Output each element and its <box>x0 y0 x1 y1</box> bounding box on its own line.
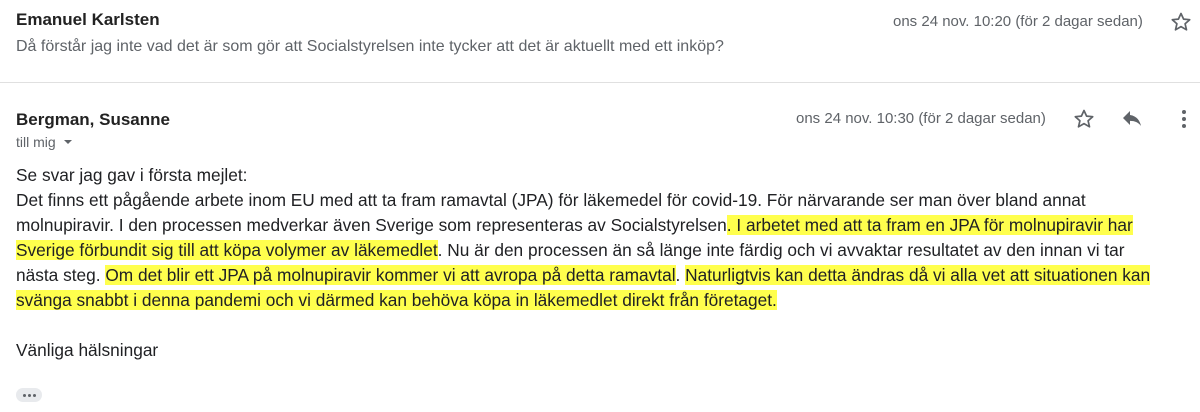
recipient-label: till mig <box>16 134 56 150</box>
body-line <box>16 263 1150 288</box>
highlighted-text: Sverige förbundit sig till att köpa volymer av läkemedlet <box>16 240 438 260</box>
ellipsis-icon <box>33 394 36 397</box>
body-line: Det finns ett pågående arbete inom EU med att ta fram ramavtal (JPA) för läkemedel för covid-19. För närvarande ser man över bland annat <box>16 190 1086 210</box>
ellipsis-icon <box>28 394 31 397</box>
body-text: molnupiravir. I den processen medverkar även Sverige som representeras av Socialstyrelsen <box>16 215 727 235</box>
body-line: Se svar jag gav i första mejlet: <box>16 165 248 185</box>
highlighted-text: Om det blir ett JPA på molnupiravir kommer vi att avropa på detta ramavtal <box>105 265 676 285</box>
show-trimmed-content-button[interactable] <box>16 388 42 402</box>
body-line <box>16 238 1150 263</box>
message-body <box>16 163 1150 363</box>
chevron-down-icon <box>62 136 74 148</box>
highlighted-text: svänga snabbt i denna pandemi och vi därmed kan behöva köpa in läkemedlet direkt från företaget. <box>16 290 777 310</box>
message-divider <box>0 82 1200 83</box>
message-date: ons 24 nov. 10:30 (för 2 dagar sedan) <box>796 110 1046 127</box>
body-spacer <box>16 313 1150 338</box>
body-text: . <box>675 265 686 285</box>
body-text: nästa steg. <box>16 265 106 285</box>
star-icon[interactable] <box>1072 107 1096 131</box>
greeting: Vänliga hälsningar <box>16 340 159 360</box>
recipient-dropdown[interactable] <box>16 134 74 150</box>
ellipsis-icon <box>23 394 26 397</box>
more-vert-icon[interactable] <box>1172 107 1196 131</box>
star-icon[interactable] <box>1169 10 1193 34</box>
sender-name: Emanuel Karlsten <box>16 10 160 29</box>
message-snippet[interactable]: Då förstår jag inte vad det är som gör att Socialstyrelsen inte tycker att det är aktuellt med ett inköp? <box>16 38 724 55</box>
body-line <box>16 213 1150 238</box>
body-text: . Nu är den processen än så länge inte färdig och vi avvaktar resultatet av den innan vi tar <box>437 240 1125 260</box>
body-line <box>16 288 1150 313</box>
highlighted-text: . I arbetet med att ta fram en JPA för molnupiravir har <box>726 215 1133 235</box>
reply-icon[interactable] <box>1120 107 1144 131</box>
sender-name: Bergman, Susanne <box>16 110 170 129</box>
highlighted-text: Naturligtvis kan detta ändras då vi alla vet att situationen kan <box>685 265 1151 285</box>
message-date: ons 24 nov. 10:20 (för 2 dagar sedan) <box>893 13 1143 30</box>
